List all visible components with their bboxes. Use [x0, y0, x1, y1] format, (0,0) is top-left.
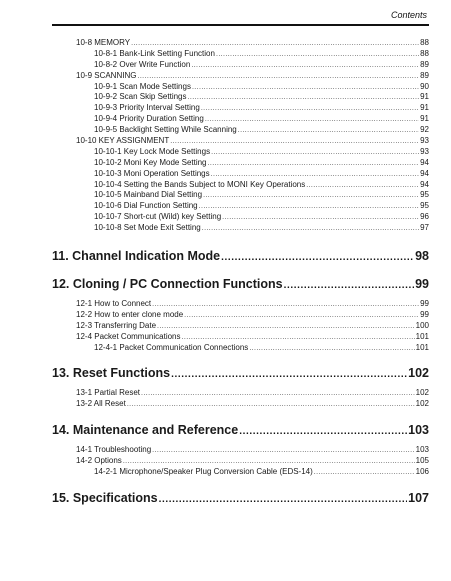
toc-entry[interactable]	[52, 38, 429, 49]
toc-entry-page: 94	[420, 179, 429, 189]
table-of-contents	[52, 38, 429, 506]
toc-entry-title: 15. Specifications	[52, 490, 158, 505]
dot-leader	[314, 468, 415, 478]
toc-entry-title: 14-1 Troubleshooting	[76, 445, 152, 455]
toc-entry-title: 10-10-7 Short-cut (Wild) key Setting	[94, 212, 222, 222]
dot-leader	[238, 126, 419, 136]
spacer	[52, 234, 429, 248]
toc-entry[interactable]	[52, 399, 429, 410]
toc-entry[interactable]	[52, 92, 429, 103]
toc-entry-page: 103	[415, 445, 429, 455]
toc-entry-page: 96	[420, 212, 429, 222]
dot-leader	[202, 224, 419, 234]
toc-entry-page: 91	[420, 103, 429, 113]
toc-entry-page: 105	[415, 456, 429, 466]
dot-leader	[208, 159, 420, 169]
dot-leader	[211, 148, 419, 158]
toc-entry-title: 10-10-3 Moni Operation Settings	[94, 168, 210, 178]
toc-entry-title: 14-2 Options	[76, 456, 122, 466]
toc-entry-page: 99	[420, 299, 429, 309]
toc-entry-title: 13-1 Partial Reset	[76, 388, 141, 398]
toc-entry[interactable]	[52, 201, 429, 212]
toc-entry-title: 13-2 All Reset	[76, 399, 126, 409]
toc-entry-title: 10-10-4 Setting the Bands Subject to MONI Key Operations	[94, 179, 306, 189]
toc-entry-page: 93	[420, 146, 429, 156]
dot-leader	[249, 344, 414, 354]
toc-entry-page: 100	[415, 320, 429, 330]
toc-entry-page: 89	[420, 70, 429, 80]
spacer	[52, 478, 429, 490]
dot-leader	[159, 492, 408, 506]
dot-leader	[170, 137, 419, 147]
toc-entry-title: 12. Cloning / PC Connection Functions	[52, 277, 283, 292]
toc-entry[interactable]	[52, 310, 429, 321]
toc-entry-title: 12-3 Transferring Date	[76, 320, 157, 330]
dot-leader	[127, 400, 415, 410]
toc-entry[interactable]	[52, 456, 429, 467]
toc-entry-title: 10-9-4 Priority Duration Setting	[94, 114, 204, 124]
dot-leader	[171, 367, 407, 381]
toc-entry-title: 14. Maintenance and Reference	[52, 423, 239, 438]
toc-entry-page: 101	[415, 331, 429, 341]
dot-leader	[137, 72, 419, 82]
toc-entry[interactable]	[52, 147, 429, 158]
dot-leader	[203, 191, 419, 201]
toc-entry-title: 10-10-6 Dial Function Setting	[94, 201, 198, 211]
toc-entry[interactable]	[52, 49, 429, 60]
toc-entry[interactable]	[52, 71, 429, 82]
toc-entry[interactable]	[52, 445, 429, 456]
toc-entry[interactable]	[52, 388, 429, 399]
toc-entry-page: 99	[420, 309, 429, 319]
toc-entry-page: 95	[420, 201, 429, 211]
dot-leader	[205, 115, 419, 125]
toc-entry-page: 88	[420, 38, 429, 47]
toc-entry[interactable]	[52, 82, 429, 93]
toc-entry-page: 94	[420, 157, 429, 167]
dot-leader	[306, 181, 419, 191]
toc-entry-title: 10-10 KEY ASSIGNMENT	[76, 136, 170, 146]
dot-leader	[157, 322, 415, 332]
toc-entry-title: 10-8-1 Bank-Link Setting Function	[94, 48, 215, 58]
dot-leader	[123, 457, 415, 467]
toc-entry-page: 93	[420, 136, 429, 146]
dot-leader	[192, 83, 419, 93]
toc-entry-page: 94	[420, 168, 429, 178]
toc-entry-page: 106	[415, 467, 429, 477]
toc-entry-title: 12-4 Packet Communications	[76, 331, 181, 341]
toc-entry[interactable]	[52, 212, 429, 223]
toc-entry-page: 91	[420, 114, 429, 124]
toc-entry-title: 10-10-5 Mainband Dial Setting	[94, 190, 203, 200]
toc-entry-title: 10-9 SCANNING	[76, 70, 137, 80]
toc-entry[interactable]	[52, 103, 429, 114]
toc-entry-page: 90	[420, 81, 429, 91]
toc-entry[interactable]	[52, 180, 429, 191]
dot-leader	[191, 61, 419, 71]
toc-entry-page: 95	[420, 190, 429, 200]
dot-leader	[152, 300, 419, 310]
toc-entry-page: 92	[420, 125, 429, 135]
header-rule	[52, 24, 429, 26]
toc-entry[interactable]	[52, 114, 429, 125]
toc-entry[interactable]	[52, 60, 429, 71]
toc-entry-page: 98	[415, 249, 429, 264]
toc-entry[interactable]	[52, 299, 429, 310]
dot-leader	[152, 446, 414, 456]
toc-entry[interactable]	[52, 169, 429, 180]
toc-entry-title: 13. Reset Functions	[52, 366, 171, 381]
toc-entry[interactable]	[52, 332, 429, 343]
dot-leader	[141, 389, 415, 399]
dot-leader	[239, 424, 407, 438]
toc-section-entry[interactable]	[52, 248, 429, 264]
toc-entry-title: 12-2 How to enter clone mode	[76, 309, 184, 319]
toc-entry-title: 12-4-1 Packet Communication Connections	[94, 342, 249, 352]
toc-section-entry[interactable]	[52, 276, 429, 292]
header-title: Contents	[390, 10, 427, 20]
toc-entry[interactable]	[52, 467, 429, 478]
toc-entry-page: 102	[415, 388, 429, 398]
toc-entry-title: 11. Channel Indication Mode	[52, 249, 221, 264]
spacer	[52, 381, 429, 388]
toc-entry-title: 10-9-2 Scan Skip Settings	[94, 92, 187, 102]
page-header	[52, 8, 429, 22]
toc-section-entry[interactable]	[52, 422, 429, 438]
dot-leader	[222, 213, 419, 223]
dot-leader	[211, 170, 419, 180]
dot-leader	[131, 39, 419, 49]
spacer	[52, 292, 429, 299]
toc-entry[interactable]	[52, 343, 429, 354]
toc-entry-page: 101	[415, 342, 429, 352]
toc-entry[interactable]	[52, 223, 429, 234]
toc-section-entry[interactable]	[52, 365, 429, 381]
toc-entry-title: 10-10-1 Key Lock Mode Settings	[94, 146, 211, 156]
toc-entry[interactable]	[52, 125, 429, 136]
dot-leader	[201, 104, 419, 114]
toc-entry-title: 10-9-3 Priority Interval Setting	[94, 103, 200, 113]
toc-entry[interactable]	[52, 190, 429, 201]
toc-entry-title: 10-8-2 Over Write Function	[94, 59, 191, 69]
toc-entry-title: 10-8 MEMORY	[76, 38, 131, 47]
toc-entry[interactable]	[52, 321, 429, 332]
toc-section-entry[interactable]	[52, 490, 429, 506]
toc-entry-page: 107	[408, 490, 429, 505]
toc-entry-page: 88	[420, 48, 429, 58]
toc-entry-page: 99	[415, 277, 429, 292]
toc-entry-title: 10-9-1 Scan Mode Settings	[94, 81, 191, 91]
dot-leader	[216, 50, 419, 60]
toc-entry-title: 10-9-5 Backlight Setting While Scanning	[94, 125, 237, 135]
spacer	[52, 410, 429, 422]
dot-leader	[184, 311, 419, 321]
toc-entry-page: 102	[408, 366, 429, 381]
toc-entry-page: 97	[420, 223, 429, 233]
toc-entry-page: 91	[420, 92, 429, 102]
toc-entry-title: 12-1 How to Connect	[76, 299, 152, 309]
toc-entry[interactable]	[52, 158, 429, 169]
toc-entry-title: 10-10-8 Set Mode Exit Setting	[94, 223, 201, 233]
dot-leader	[221, 250, 414, 264]
toc-entry[interactable]	[52, 136, 429, 147]
toc-entry-title: 14-2-1 Microphone/Speaker Plug Conversion Cable (EDS-14)	[94, 467, 313, 477]
toc-entry-page: 89	[420, 59, 429, 69]
dot-leader	[199, 202, 419, 212]
toc-entry-page: 103	[408, 423, 429, 438]
toc-entry-page: 102	[415, 399, 429, 409]
toc-entry-title: 10-10-2 Moni Key Mode Setting	[94, 157, 207, 167]
spacer	[52, 353, 429, 365]
spacer	[52, 264, 429, 276]
dot-leader	[284, 278, 415, 292]
dot-leader	[182, 333, 415, 343]
dot-leader	[188, 93, 420, 103]
spacer	[52, 438, 429, 445]
